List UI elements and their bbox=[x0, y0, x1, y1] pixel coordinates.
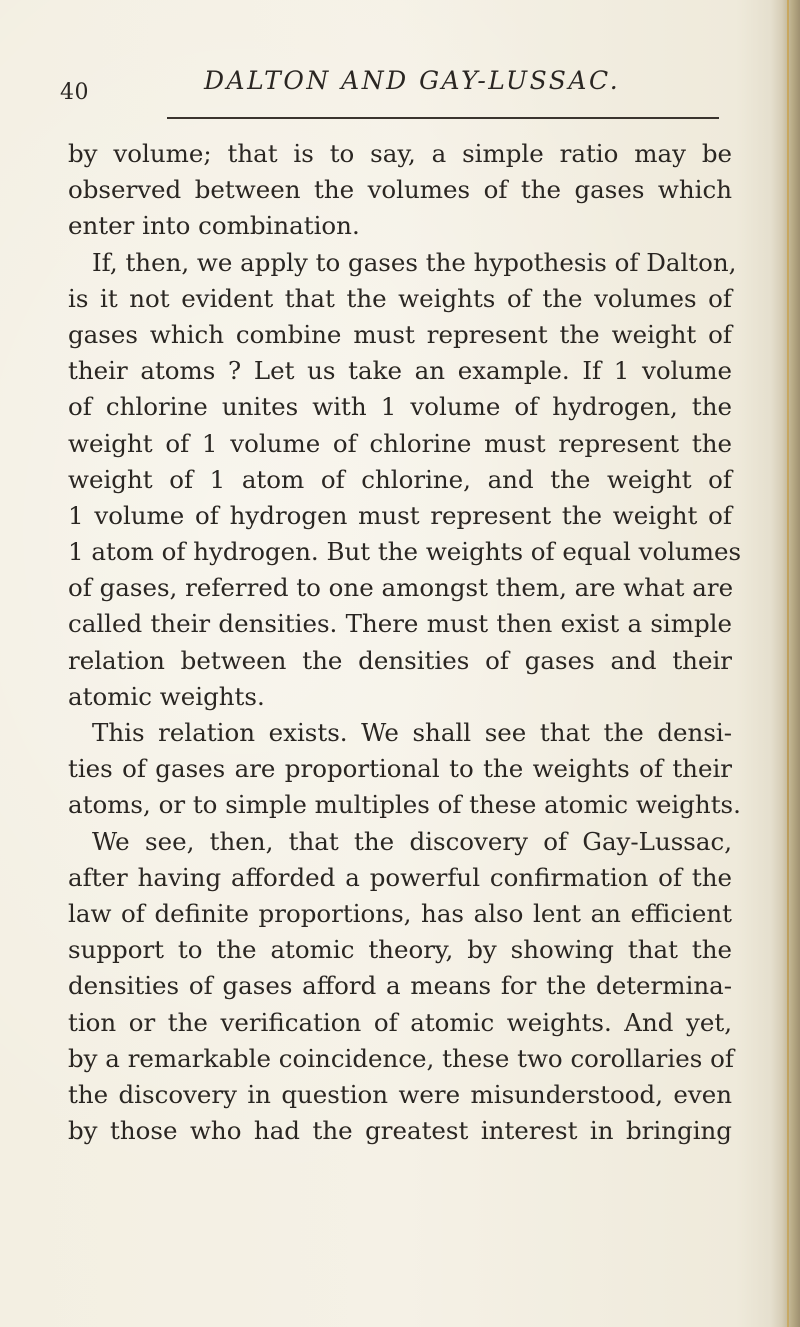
text-line: law of definite proportions, has also lent an efficient bbox=[68, 898, 732, 928]
text-line: by those who had the greatest interest in bringing bbox=[68, 1116, 732, 1146]
text-line: gases which combine must represent the weight of bbox=[68, 319, 732, 349]
text-line: of chlorine unites with 1 volume of hydrogen, the bbox=[68, 392, 732, 422]
text-line: their atoms ? Let us take an example. If 1 volume bbox=[68, 356, 732, 386]
text-line: densities of gases afford a means for the determina- bbox=[68, 971, 732, 1001]
text-line: by a remarkable coincidence, these two corollaries of bbox=[68, 1043, 734, 1073]
running-head: DALTON AND GAY-LUSSAC. bbox=[204, 66, 621, 95]
page-edge-shadow bbox=[770, 0, 800, 1327]
text-line: We see, then, that the discovery of Gay-Lussac, bbox=[92, 826, 732, 856]
text-line: atomic weights. bbox=[68, 681, 265, 711]
text-line: called their densities. There must then exist a simple bbox=[68, 609, 732, 639]
text-line: weight of 1 volume of chlorine must represent the bbox=[68, 428, 732, 458]
text-line: of gases, referred to one amongst them, are what are bbox=[68, 573, 734, 603]
text-line: 1 atom of hydrogen. But the weights of equal volumes bbox=[68, 537, 742, 567]
body-text bbox=[68, 136, 742, 1149]
text-line: atoms, or to simple multiples of these atomic weights. bbox=[68, 790, 741, 820]
text-line: If, then, we apply to gases the hypothesis of Dalton, bbox=[92, 247, 737, 277]
text-line: 1 volume of hydrogen must represent the weight of bbox=[68, 500, 732, 530]
text-line: tion or the verification of atomic weights. And yet, bbox=[68, 1007, 732, 1037]
text-line: weight of 1 atom of chlorine, and the weight of bbox=[68, 464, 732, 494]
text-line: enter into combination. bbox=[68, 211, 360, 241]
page-gilt-edge bbox=[787, 0, 789, 1327]
text-line: the discovery in question were misunderstood, even bbox=[68, 1079, 732, 1109]
text-line: by volume; that is to say, a simple ratio may be bbox=[68, 139, 732, 168]
text-line: support to the atomic theory, by showing that the bbox=[68, 935, 732, 965]
text-line: after having afforded a powerful confirmation of the bbox=[68, 862, 732, 892]
text-line: is it not evident that the weights of the volumes of bbox=[68, 283, 732, 313]
text-line: observed between the volumes of the gases which bbox=[68, 175, 732, 205]
header-rule bbox=[167, 117, 719, 119]
text-line: relation between the densities of gases and their bbox=[68, 645, 732, 675]
text-line: This relation exists. We shall see that the densi- bbox=[92, 718, 732, 747]
text-line: ties of gases are proportional to the weights of their bbox=[68, 754, 732, 784]
page-number: 40 bbox=[60, 80, 89, 105]
